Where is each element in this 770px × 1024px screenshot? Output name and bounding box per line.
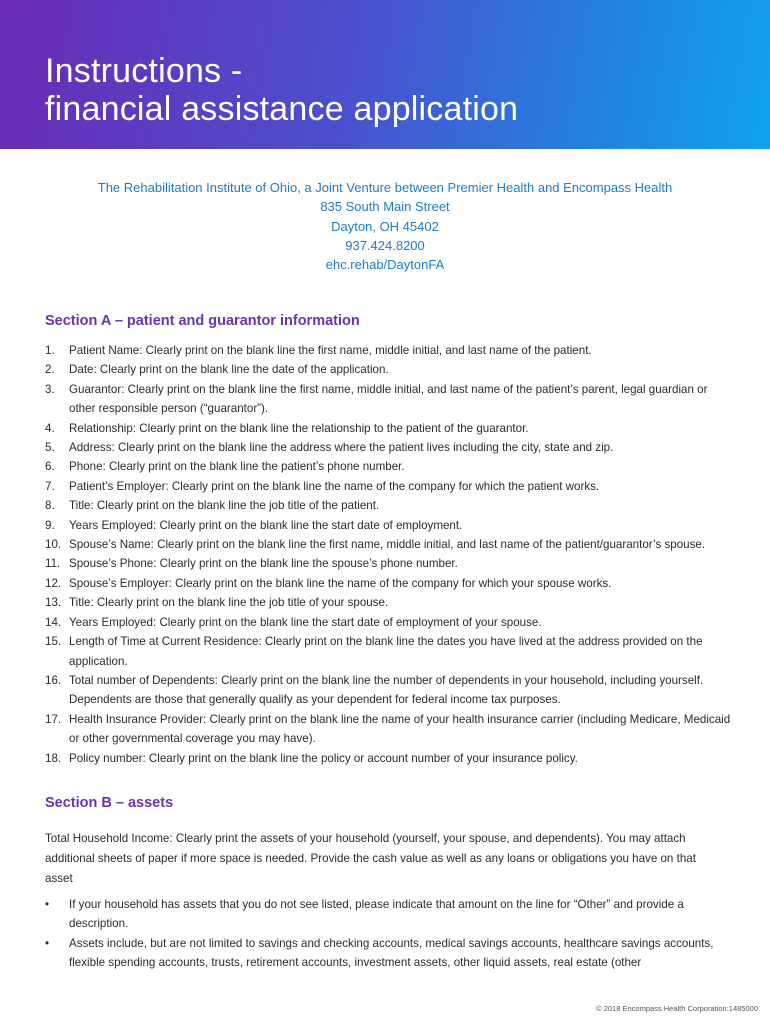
list-item-number: 14.: [45, 615, 62, 629]
list-item-text: Date: Clearly print on the blank line the date of the application.: [69, 363, 389, 377]
list-item-text: Spouse’s Employer: Clearly print on the blank line the name of the company for which your spouse works.: [69, 576, 612, 590]
list-item: [45, 419, 735, 438]
list-item: [45, 496, 735, 515]
list-item-text: Phone: Clearly print on the blank line the patient’s phone number.: [69, 460, 405, 474]
list-item-number: 12.: [45, 576, 62, 590]
facility-name: The Rehabilitation Institute of Ohio, a Joint Venture between Premier Health and Encompass Health: [97, 180, 673, 195]
list-item-text: Total number of Dependents: Clearly print on the blank line the number of dependents in your household, including yourself. Dependents are those that generally qualify as your dependent for federal income tax purposes.: [69, 673, 704, 707]
list-item: [45, 671, 735, 710]
list-item: [45, 593, 735, 612]
bullet-dot: •: [45, 898, 50, 911]
list-item: [45, 749, 735, 768]
list-item-text: Length of Time at Current Residence: Clearly print on the blank line the dates you have lived at the address provided on the application.: [69, 635, 703, 668]
list-item: [45, 710, 735, 749]
list-item-number: 13.: [45, 596, 62, 610]
list-item-number: 6.: [45, 460, 55, 474]
list-item-text: Relationship: Clearly print on the blank line the relationship to the patient of the guarantor.: [69, 421, 529, 435]
list-item-number: 11.: [45, 557, 61, 571]
list-item-number: 8.: [45, 499, 55, 513]
list-item: [45, 574, 735, 593]
list-item: [45, 516, 735, 535]
list-item-text: Address: Clearly print on the blank line the address where the patient lives including the city, state and zip.: [69, 441, 614, 455]
list-item-text: Years Employed: Clearly print on the blank line the start date of employment.: [69, 518, 463, 532]
header-banner: [0, 0, 770, 149]
list-item-number: 10.: [45, 538, 62, 552]
section-b-heading: Section B – assets: [45, 795, 174, 811]
list-item-number: 15.: [45, 635, 62, 649]
bullet-text: Assets include, but are not limited to savings and checking accounts, medical savings accounts, healthcare savings accounts, flexible spending accounts, trusts, retirement accounts, investment assets, other liquid assets, real estate (other: [69, 936, 714, 970]
list-item-text: Years Employed: Clearly print on the blank line the start date of employment of your spouse.: [69, 615, 542, 629]
list-item: [45, 613, 735, 632]
list-item: [45, 554, 735, 573]
bullet-item: [45, 934, 725, 973]
section-b-paragraph: Total Household Income: Clearly print the assets of your household (yourself, your spouse, and dependents). You may attach additional sheets of paper if more space is needed. Provide the cash value as well as any loans or obligations you have on that asset: [45, 832, 696, 885]
list-item: [45, 477, 735, 496]
list-item-text: Guarantor: Clearly print on the blank line the first name, middle initial, and last name of the patient’s parent, legal guardian or other responsible person (“guarantor”).: [69, 382, 708, 416]
list-item-number: 17.: [45, 712, 62, 726]
list-item: [45, 438, 735, 457]
facility-address-block: [0, 178, 770, 274]
list-item: [45, 535, 735, 554]
street-address: 835 South Main Street: [320, 199, 450, 215]
list-item-number: 18.: [45, 751, 62, 765]
list-item-number: 5.: [45, 441, 55, 455]
page-title: [45, 52, 518, 128]
list-item-number: 3.: [45, 382, 55, 396]
page-title-line-2: financial assistance application: [45, 90, 519, 128]
bullet-dot: •: [45, 936, 50, 950]
website-link[interactable]: ehc.rehab/DaytonFA: [325, 257, 445, 273]
phone-number: 937.424.8200: [345, 237, 425, 253]
list-item-text: Patient Name: Clearly print on the blank line the first name, middle initial, and last name of the patient.: [69, 344, 592, 357]
list-item-text: Spouse’s Phone: Clearly print on the blank line the spouse’s phone number.: [69, 557, 458, 571]
list-item: [45, 632, 735, 671]
list-item-text: Health Insurance Provider: Clearly print on the blank line the name of your health insurance carrier (including Medicare, Medicaid or other governmental coverage you may have).: [69, 712, 731, 746]
list-item-number: 7.: [45, 479, 55, 493]
bullet-item: [45, 895, 725, 934]
list-item-text: Title: Clearly print on the blank line the job title of the patient.: [69, 499, 380, 513]
list-item: [45, 360, 735, 379]
section-a-heading: Section A – patient and guarantor information: [45, 313, 360, 329]
list-item-text: Title: Clearly print on the blank line the job title of your spouse.: [69, 596, 389, 610]
list-item: [45, 380, 735, 419]
list-item: [45, 457, 735, 476]
section-a-list: [45, 341, 735, 768]
list-item-number: 1.: [45, 344, 55, 357]
list-item-number: 2.: [45, 363, 55, 377]
list-item-number: 16.: [45, 673, 62, 687]
list-item-text: Policy number: Clearly print on the blank line the policy or account number of your insurance policy.: [69, 751, 578, 765]
bullet-text: If your household has assets that you do not see listed, please indicate that amount on the line for “Other” and provide a description.: [69, 898, 684, 931]
city-state-zip: Dayton, OH 45402: [331, 218, 439, 234]
page-title-line-1: Instructions -: [45, 52, 243, 90]
list-item-text: Patient’s Employer: Clearly print on the blank line the name of the company for which the patient works.: [69, 479, 600, 493]
copyright-footer: © 2018 Encompass Health Corporation:1485000: [596, 1004, 758, 1013]
section-b-bullets: [45, 895, 725, 973]
list-item-text: Spouse’s Name: Clearly print on the blank line the first name, middle initial, and last name of the patient/guarantor’s spouse.: [69, 538, 706, 552]
list-item: [45, 341, 735, 360]
list-item-number: 9.: [45, 518, 55, 532]
list-item-number: 4.: [45, 421, 55, 435]
